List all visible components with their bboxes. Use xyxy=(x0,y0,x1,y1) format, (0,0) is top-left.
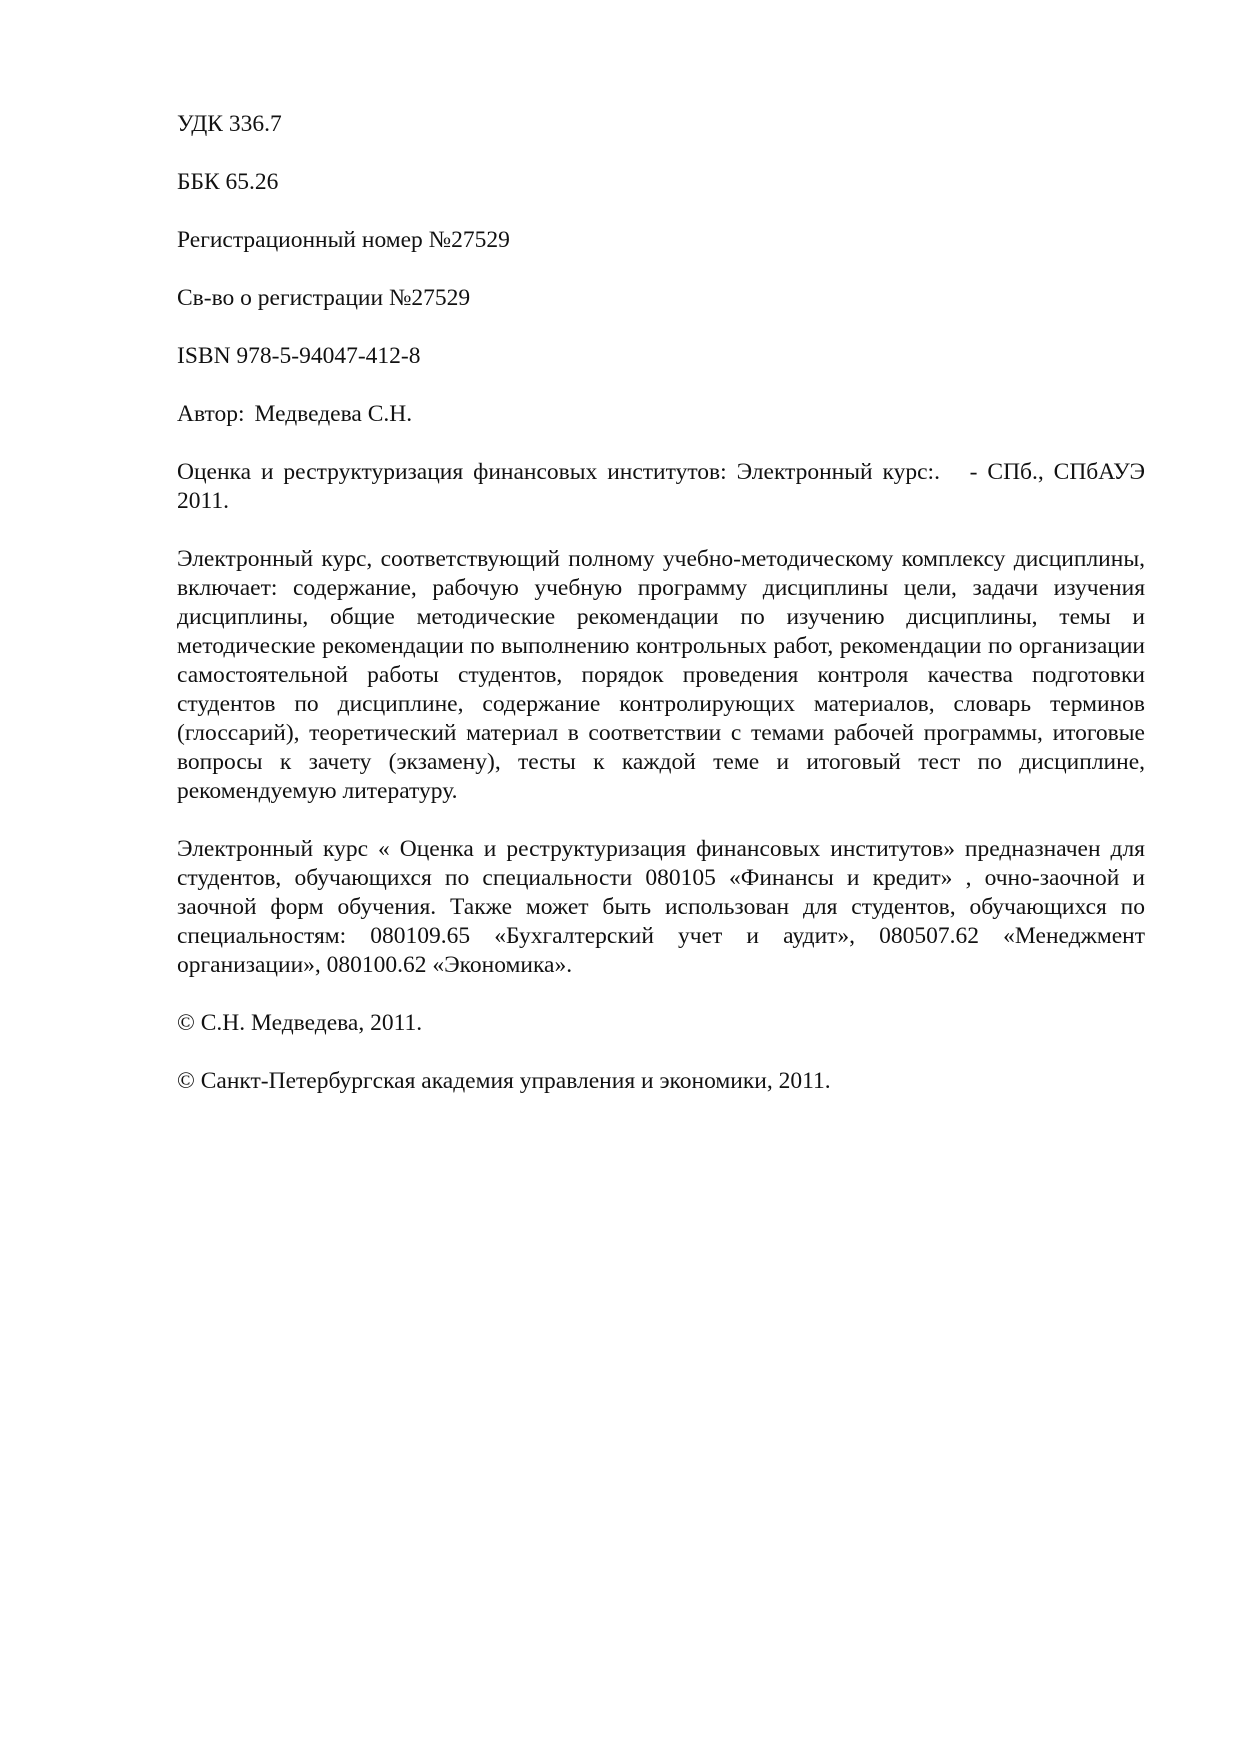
registration-certificate: Св-во о регистрации №27529 xyxy=(177,285,471,311)
author-line xyxy=(177,400,1145,429)
copyright-author: © С.Н. Медведева, 2011. xyxy=(177,1010,423,1036)
isbn: ISBN 978-5-94047-412-8 xyxy=(177,343,421,369)
registration-number: Регистрационный номер №27529 xyxy=(177,227,510,253)
udk-code: УДК 336.7 xyxy=(177,111,282,137)
citation: Оценка и реструктуризация финансовых институтов: Электронный курс:. - СПб., СПбАУЭ 2011. xyxy=(177,459,1151,514)
author-label: Автор: xyxy=(177,401,245,427)
course-description: Электронный курс, соответствующий полному учебно-методическому комплексу дисциплины, включает: содержание, рабочую учебную программу дисциплины цели, задачи изучения дисциплины, общие методические рекомендации по изучению дисциплины, темы и методические рекомендации по выполнению контрольных работ, рекомендации по организации самостоятельной работы студентов, порядок проведения контроля качества подготовки студентов по дисциплине, содержание контролирующих материалов, словарь терминов (глоссарий), теоретический материал в соответствии с темами рабочей программы, итоговые вопросы к зачету (экзамену), тесты к каждой теме и итоговый тест по дисциплине, рекомендуемую литературу. xyxy=(177,546,1145,804)
course-purpose: Электронный курс « Оценка и реструктуризация финансовых институтов» предназначен для студентов, обучающихся по специальности 080105 «Финансы и кредит» , очно-заочной и заочной форм обучения. Также может быть использован для студентов, обучающихся по специальностям: 080109.65 «Бухгалтерский учет и аудит», 080507.62 «Менеджмент организации», 080100.62 «Экономика». xyxy=(177,836,1145,978)
author-name: Медведева С.Н. xyxy=(254,401,413,427)
document-page xyxy=(177,110,1151,1125)
bbk-code: ББК 65.26 xyxy=(177,169,279,195)
copyright-academy: © Санкт-Петербургская академия управления и экономики, 2011. xyxy=(177,1068,831,1094)
